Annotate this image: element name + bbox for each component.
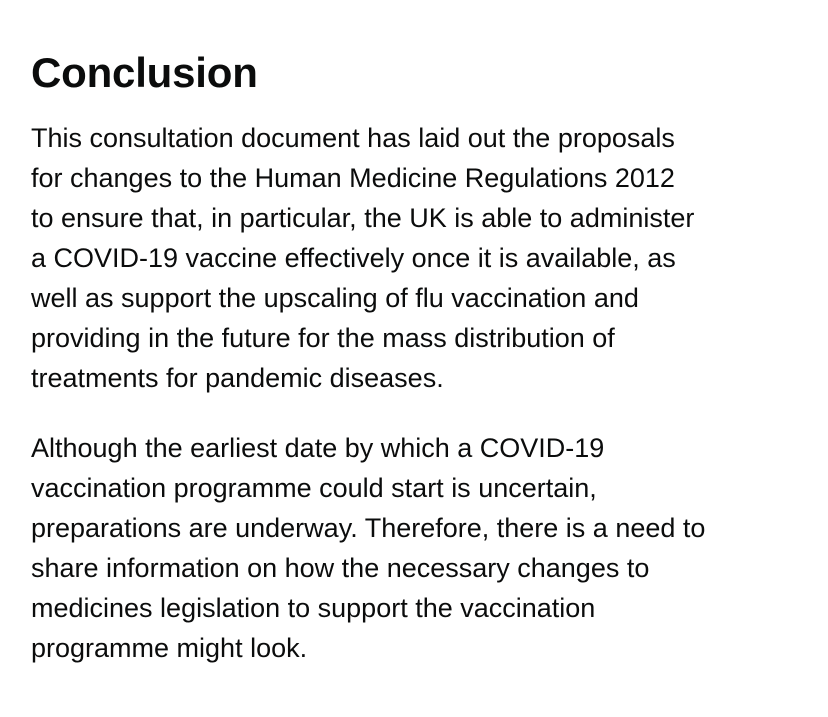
paragraph-line: share information on how the necessary changes to [31, 553, 650, 583]
paragraph-line: This consultation document has laid out the proposals [31, 123, 675, 153]
paragraph-line: to ensure that, in particular, the UK is able to administer [31, 203, 695, 233]
paragraph-line: medicines legislation to support the vaccination [31, 593, 596, 623]
paragraph-line: Although the earliest date by which a COVID-19 [31, 433, 605, 463]
paragraph-line: for changes to the Human Medicine Regulations 2012 [31, 163, 675, 193]
paragraph-line: well as support the upscaling of flu vaccination and [31, 283, 639, 313]
paragraph-line: treatments for pandemic diseases. [31, 363, 444, 393]
paragraph-line: a COVID-19 vaccine effectively once it is available, as [31, 243, 676, 273]
paragraph-line: preparations are underway. Therefore, there is a need to [31, 513, 706, 543]
paragraph-line: programme might look. [31, 633, 308, 663]
paragraph-line: vaccination programme could start is uncertain, [31, 473, 597, 503]
paragraph-consultation-summary [31, 118, 811, 398]
paragraph-line: providing in the future for the mass distribution of [31, 323, 615, 353]
paragraph-vaccination-timing [31, 428, 811, 668]
conclusion-section [31, 44, 811, 668]
section-heading: Conclusion [31, 49, 258, 96]
